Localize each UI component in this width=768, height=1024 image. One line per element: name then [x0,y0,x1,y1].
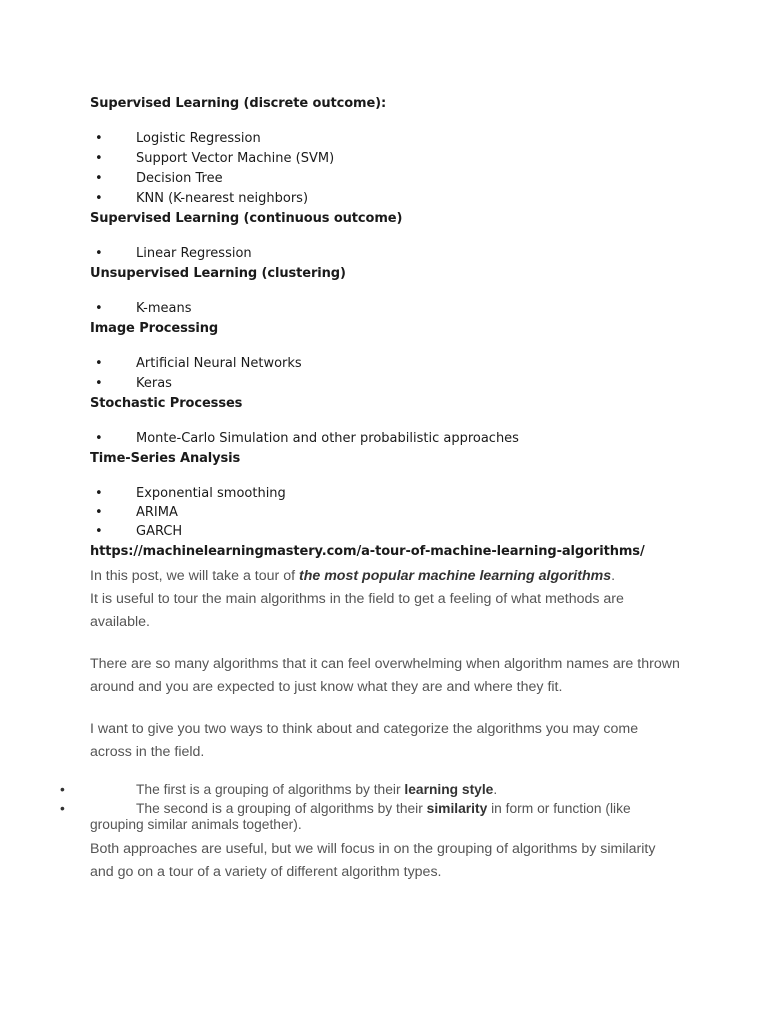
bullet-icon: • [95,246,103,261]
bullet-icon: • [95,356,103,371]
bullet-icon: • [95,431,103,446]
bullet-icon: • [60,782,65,797]
intro-emphasis: the most popular machine learning algorithms [298,568,612,584]
bullet-icon: • [95,131,103,146]
grouping-list-item: • The second is a grouping of algorithms by their similarity in form or function (like grouping similar animals together). [60,801,631,832]
bullet-icon: • [95,171,103,186]
section-heading-supervised-continuous: Supervised Learning (continuous outcome) [90,211,403,226]
section-heading-image-processing: Image Processing [90,321,219,336]
closing-paragraph: Both approaches are useful, but we will focus in on the grouping of algorithms by similarity and go on a tour of a variety of different algorithm types. [90,841,656,880]
bullet-icon: • [95,191,103,206]
bullet-icon: • [60,801,65,816]
bullet-icon: • [95,151,103,166]
source-url-link[interactable]: https://machinelearningmastery.com/a-tour-of-machine-learning-algorithms/ [90,544,645,559]
paragraph: It is useful to tour the main algorithms in the field to get a feeling of what methods are available. [90,591,624,630]
section-heading-time-series: Time-Series Analysis [90,451,241,466]
document-page: Supervised Learning (discrete outcome): • Logistic Regression • Support Vector Machine (SVM) • Decision Tree • KNN (K-nearest neighbors) Supervised Learning (continuous outcome) • Linear Regression Unsupervised Learning (clustering) • K-means Image Processing • Artificial Neural Networks • Keras Stochastic Processes • Monte-Carlo Simulation and other probabilistic approaches Time-Series Analysis • Exponential smoothing • ARIMA • GARCH https://machinelearningmastery.com/a-tour-of-machine-learning-algorithms/ In this post, we will take a tour of the most popular machine learning algorithms. It is useful to tour the main algorithms in the field to get a feeling of what methods are available. There are so many algorithms that it can feel overwhelming when algorithm names are thrown around and you are expected to just know what they are and where they fit. I want to give you two ways to think about and categorize the algorithms you may come across in the field. • The first is a grouping of algorithms by their learning style. • The second is a grouping of algorithms by their similarity in form or function (like grouping similar animals together). Both approaches are useful, but we will focus in on the grouping of algorithms by similarity and go on a tour of a variety of different algorithm types. [0,0,768,1024]
bullet-icon: • [95,524,103,539]
intro-paragraph: In this post, we will take a tour of the most popular machine learning algorithms. [90,568,616,584]
bullet-icon: • [95,376,103,391]
paragraph: There are so many algorithms that it can feel overwhelming when algorithm names are thrown around and you are expected to just know what they are and where they fit. [90,656,680,695]
section-heading-supervised-discrete: Supervised Learning (discrete outcome): [90,96,387,111]
section-heading-unsupervised: Unsupervised Learning (clustering) [90,266,346,281]
bullet-icon: • [95,486,103,501]
section-heading-stochastic: Stochastic Processes [90,396,243,411]
bullet-icon: • [95,505,103,520]
paragraph: I want to give you two ways to think about and categorize the algorithms you may come across in the field. [90,721,639,760]
bullet-icon: • [95,301,103,316]
grouping-keyword: learning style [404,782,494,797]
grouping-list-item: • The first is a grouping of algorithms by their learning style. [60,782,498,797]
grouping-keyword: similarity [426,801,488,816]
